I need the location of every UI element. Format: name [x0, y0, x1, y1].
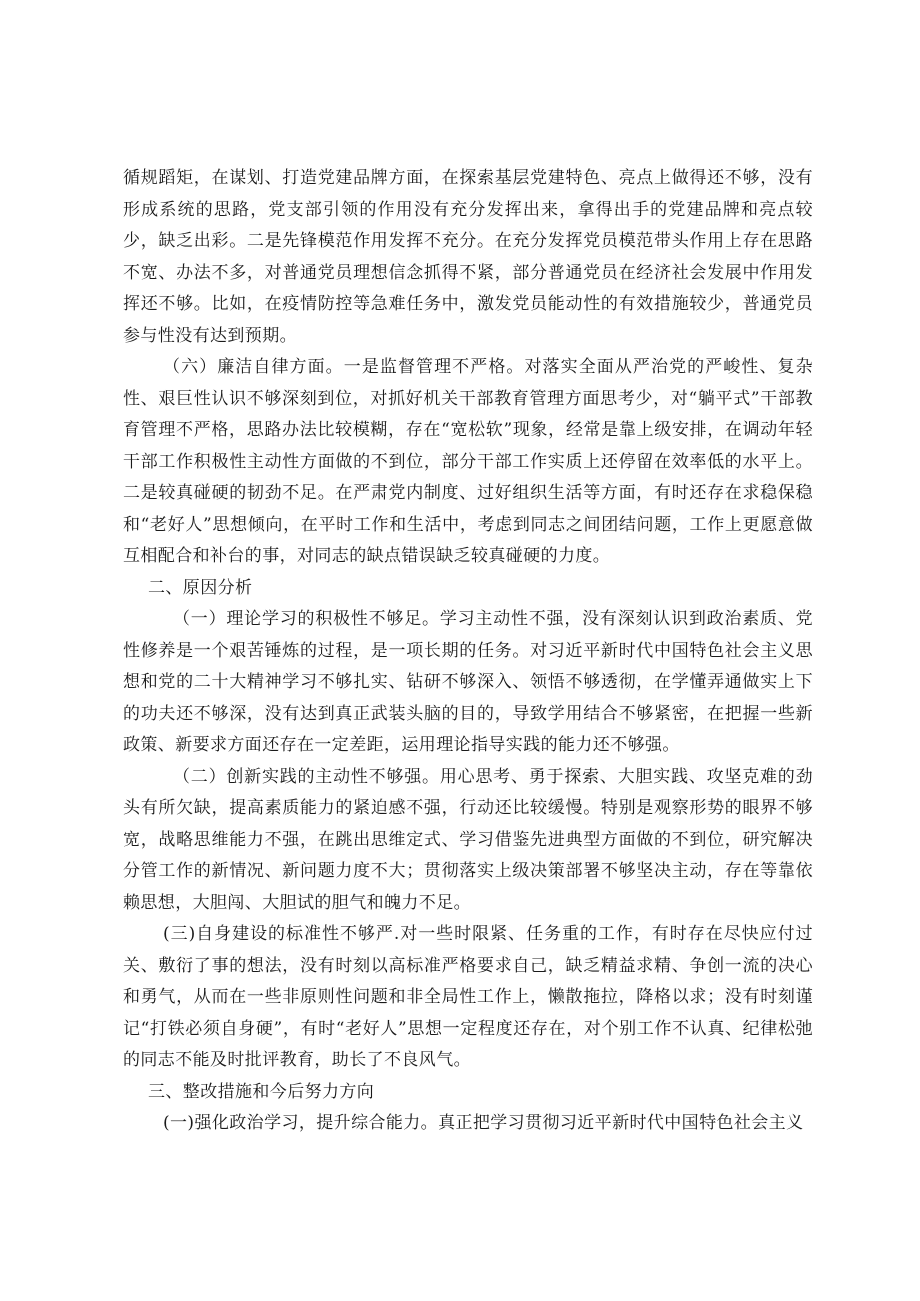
- section-heading-rectification: 三、整改措施和今后努力方向: [148, 1081, 375, 1102]
- paragraph-innovation-practice: （二）创新实践的主动性不够强。用心思考、勇于探索、大胆实践、攻坚克难的劲头有所欠缺，提高素质能力的紧迫感不强，行动还比较缓慢。特别是观察形势的眼界不够宽，战略思维能力不强，在跳出思维定式、学习借鉴先进典型方面做的不到位，研究解决分管工作的新情况、新问题力度不大；贯彻落实上级决策部署不够坚决主动，存在等靠依赖思想，大胆闯、大胆试的胆气和魄力不足。: [123, 766, 813, 913]
- document-body: [123, 163, 813, 1140]
- paragraph-continuation: 循规蹈矩，在谋划、打造党建品牌方面，在探索基层党建特色、亮点上做得还不够，没有形成系统的思路，党支部引领的作用没有充分发挥出来，拿得出手的党建品牌和亮点较少，缺乏出彩。二是先锋模范作用发挥不充分。在充分发挥党员模范带头作用上存在思路不宽、办法不多，对普通党员理想信念抓得不紧，部分普通党员在经济社会发展中作用发挥还不够。比如，在疫情防控等急难任务中，激发党员能动性的有效措施较少，普通党员参与性没有达到预期。: [123, 168, 813, 346]
- paragraph-theory-study: （一）理论学习的积极性不够足。学习主动性不强，没有深刻认识到政治素质、党性修养是一个艰苦锤炼的过程，是一项长期的任务。对习近平新时代中国特色社会主义思想和党的二十大精神学习不够扎实、钻研不够深入、领悟不够透彻，在学懂弄通做实上下的功夫还不够深，没有达到真正武装头脑的目的，导致学用结合不够紧密，在把握一些新政策、新要求方面还存在一定差距，运用理论指导实践的能力还不够强。: [123, 609, 813, 755]
- paragraph-political-study: (一)强化政治学习，提升综合能力。真正把学习贯彻习近平新时代中国特色社会主义: [163, 1113, 804, 1133]
- paragraph-integrity: （六）廉洁自律方面。一是监督管理不严格。对落实全面从严治党的严峻性、复杂性、艰巨性认识不够深刻到位，对抓好机关干部教育管理方面思考少，对“躺平式”干部教育管理不严格，思路办法比较模糊，存在“宽松软”现象，经常是靠上级安排，在调动年轻干部工作积极性主动性方面做的不到位，部分干部工作实质上还停留在效率低的水平上。二是较真碰硬的韧劲不足。在严肃党内制度、过好组织生活等方面，有时还存在求稳保稳和“老好人”思想倾向，在平时工作和生活中，考虑到同志之间团结问题，工作上更愿意做互相配合和补台的事，对同志的缺点错误缺乏较真碰硬的力度。: [123, 357, 813, 566]
- section-heading-cause-analysis: 二、原因分析: [148, 577, 253, 598]
- paragraph-self-construction: (三)自身建设的标准性不够严.对一些时限紧、任务重的工作，有时存在尽快应付过关、敷衍了事的想法，没有时刻以高标准严格要求自己，缺乏精益求精、争创一流的决心和勇气，从而在一些非原则性问题和非全局性工作上，懒散拖拉，降格以求；没有时刻谨记“打铁必须自身硬”，有时“老好人”思想一定程度还存在，对个别工作不认真、纪律松弛的同志不能及时批评教育，助长了不良风气。: [123, 924, 813, 1070]
